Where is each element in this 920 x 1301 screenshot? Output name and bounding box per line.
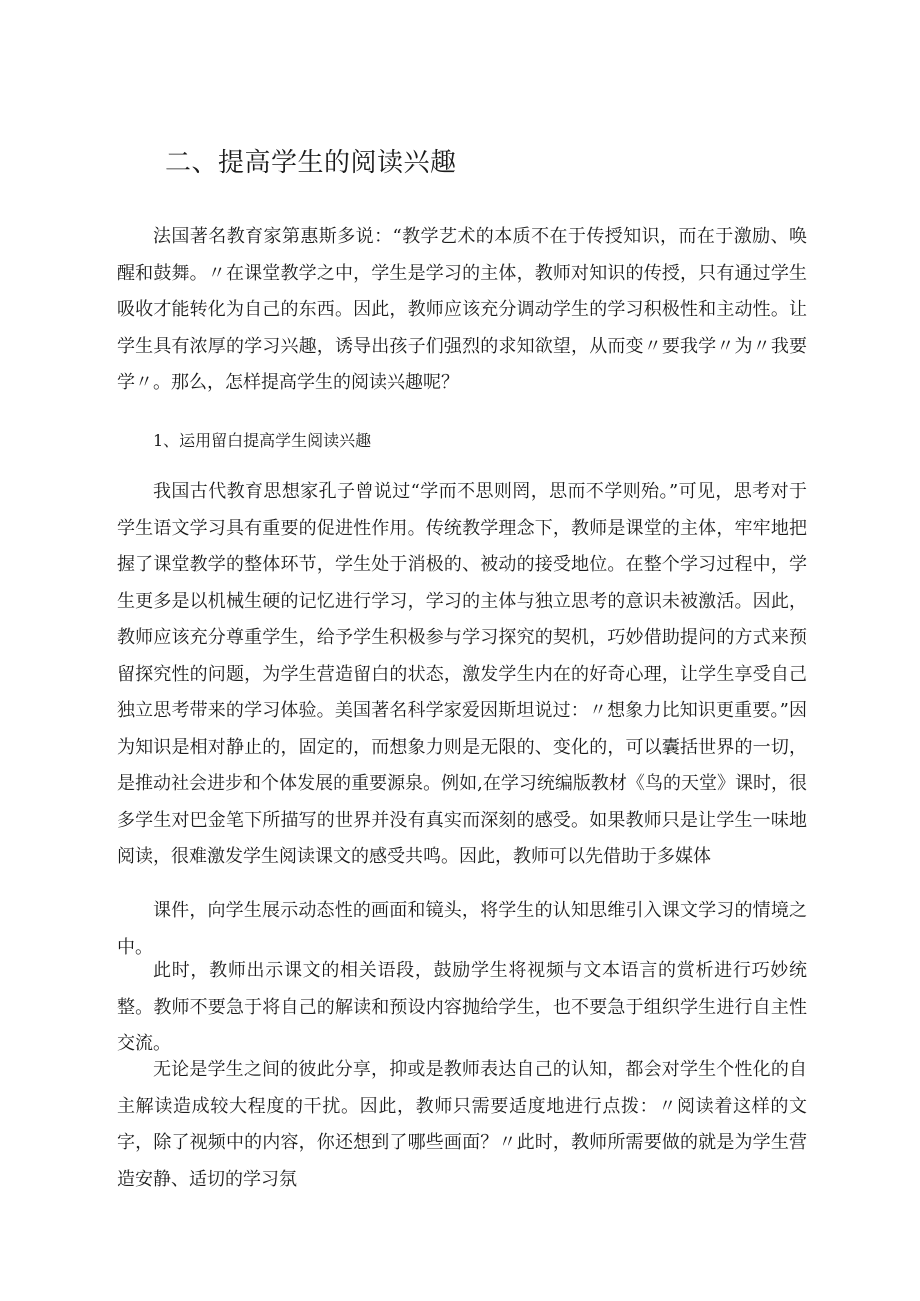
section-heading: 二、提高学生的阅读兴趣 xyxy=(165,148,457,178)
subsection-heading: 1、运用留白提高学生阅读兴趣 xyxy=(153,431,372,450)
paragraph-text-segment: 此时，教师出示课文的相关语段，鼓励学生将视频与文本语言的赏析进行巧妙统整。教师不要急于将自己的解读和预设内容抛给学生，也不要急于组织学生进行自主性交流。 xyxy=(117,960,807,1054)
paragraph-sharing: 无论是学生之间的彼此分享，抑或是教师表达自己的认知，都会对学生个性化的自主解读造成较大程度的干扰。因此，教师只需要适度地进行点拨：〃阅读着这样的文字，除了视频中的内容，你还想到了哪些画面？〃此时，教师所需要做的就是为学生营造安静、适切的学习氛 xyxy=(117,1059,807,1190)
paragraph-intro: 法国著名教育家第惠斯多说：“教学艺术的本质不在于传授知识，而在于激励、唤醒和鼓舞。〃在课堂教学之中，学生是学习的主体，教师对知识的传授，只有通过学生吸收才能转化为自己的东西。因此，教师应该充分调动学生的学习积极性和主动性。让学生具有浓厚的学习兴趣，诱导出孩子们强烈的求知欲望，从而变〃要我学〃为〃我要学〃。那么，怎样提高学生的阅读兴趣呢？ xyxy=(117,226,807,393)
paragraph-confucius: 我国古代教育思想家孔子曾说过“学而不思则罔，思而不学则殆。”可见，思考对于学生语文学习具有重要的促进性作用。传统教学理念下，教师是课堂的主体，牢牢地把握了课堂教学的整体环节，学生处于消极的、被动的接受地位。在整个学习过程中，学生更多是以机械生硬的记忆进行学习，学习的主体与独立思考的意识未被激活。因此，教师应该充分尊重学生，给予学生积极参与学习探究的契机，巧妙借助提问的方式来预留探究性的问题，为学生营造留白的状态，激发学生内在的好奇心理，让学生享受自己独立思考带来的学习体验。美国著名科学家爱因斯坦说过：〃想象力比知识更重要。”因为知识是相对静止的，固定的，而想象力则是无限的、变化的，可以囊括世界的一切，是推动社会进步和个体发展的重要源泉。例如,在学习统编版教材《鸟的天堂》课时，很多学生对巴金笔下所描写的世界并没有真实而深刻的感受。如果教师只是让学生一味地阅读，很难激发学生阅读课文的感受共鸣。因此，教师可以先借助于多媒体 xyxy=(117,481,807,867)
paragraph-courseware: 课件，向学生展示动态性的画面和镜头，将学生的认知思维引入课文学习的情境之中。 xyxy=(117,900,807,958)
